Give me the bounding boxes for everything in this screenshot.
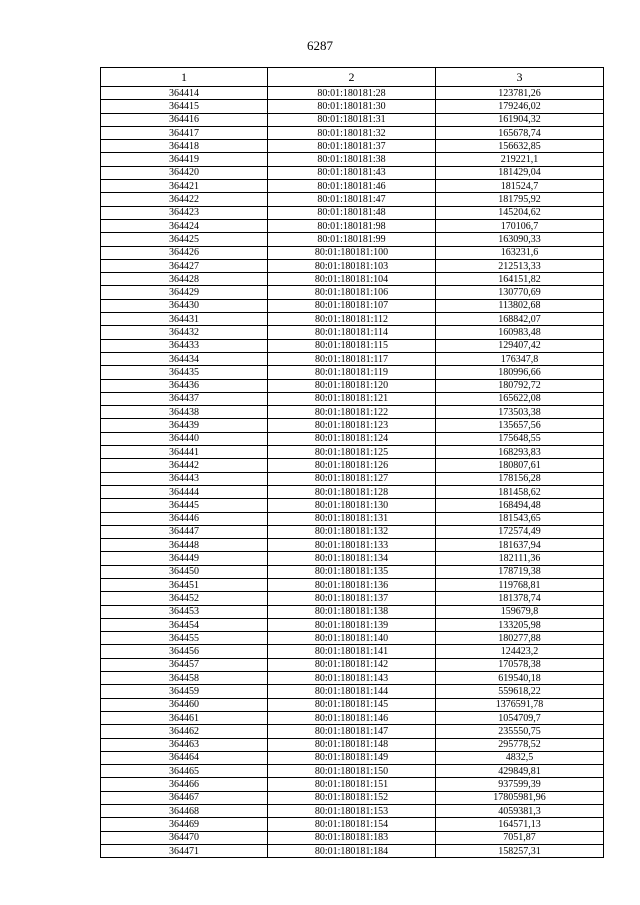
table-row	[101, 233, 604, 246]
table-row	[101, 259, 604, 272]
table-row	[101, 831, 604, 844]
value-cell: 178156,28	[436, 472, 604, 485]
cadastral-number-cell: 80:01:180181:38	[268, 153, 436, 166]
row-number-cell: 364429	[101, 286, 268, 299]
table-row	[101, 658, 604, 671]
row-number-cell: 364462	[101, 725, 268, 738]
table-row	[101, 366, 604, 379]
table-row	[101, 552, 604, 565]
table-row	[101, 618, 604, 631]
value-cell: 168494,48	[436, 499, 604, 512]
value-cell: 130770,69	[436, 286, 604, 299]
table-row	[101, 446, 604, 459]
value-cell: 1376591,78	[436, 698, 604, 711]
value-cell: 123781,26	[436, 87, 604, 100]
cadastral-number-cell: 80:01:180181:145	[268, 698, 436, 711]
value-cell: 172574,49	[436, 525, 604, 538]
row-number-cell: 364457	[101, 658, 268, 671]
cadastral-number-cell: 80:01:180181:119	[268, 366, 436, 379]
cadastral-number-cell: 80:01:180181:114	[268, 326, 436, 339]
value-cell: 165678,74	[436, 126, 604, 139]
value-cell: 178719,38	[436, 565, 604, 578]
value-cell: 181637,94	[436, 539, 604, 552]
table-row	[101, 313, 604, 326]
row-number-cell: 364426	[101, 246, 268, 259]
value-cell: 163090,33	[436, 233, 604, 246]
cadastral-number-cell: 80:01:180181:125	[268, 446, 436, 459]
cadastral-number-cell: 80:01:180181:134	[268, 552, 436, 565]
cadastral-number-cell: 80:01:180181:131	[268, 512, 436, 525]
cadastral-number-cell: 80:01:180181:151	[268, 778, 436, 791]
table-row	[101, 326, 604, 339]
table-row	[101, 472, 604, 485]
row-number-cell: 364425	[101, 233, 268, 246]
value-cell: 219221,1	[436, 153, 604, 166]
cadastral-number-cell: 80:01:180181:32	[268, 126, 436, 139]
row-number-cell: 364414	[101, 87, 268, 100]
table-row	[101, 844, 604, 857]
row-number-cell: 364471	[101, 844, 268, 857]
cadastral-number-cell: 80:01:180181:122	[268, 406, 436, 419]
cadastral-number-cell: 80:01:180181:142	[268, 658, 436, 671]
value-cell: 181524,7	[436, 180, 604, 193]
cadastral-number-cell: 80:01:180181:139	[268, 618, 436, 631]
value-cell: 181458,62	[436, 485, 604, 498]
row-number-cell: 364466	[101, 778, 268, 791]
cadastral-number-cell: 80:01:180181:48	[268, 206, 436, 219]
row-number-cell: 364430	[101, 299, 268, 312]
table-row	[101, 432, 604, 445]
value-cell: 937599,39	[436, 778, 604, 791]
table-row	[101, 352, 604, 365]
table-row	[101, 818, 604, 831]
row-number-cell: 364420	[101, 166, 268, 179]
row-number-cell: 364463	[101, 738, 268, 751]
value-cell: 170578,38	[436, 658, 604, 671]
row-number-cell: 364452	[101, 592, 268, 605]
cadastral-number-cell: 80:01:180181:126	[268, 459, 436, 472]
table-row	[101, 645, 604, 658]
cadastral-number-cell: 80:01:180181:138	[268, 605, 436, 618]
value-cell: 176347,8	[436, 352, 604, 365]
table-row	[101, 565, 604, 578]
value-cell: 160983,48	[436, 326, 604, 339]
value-cell: 113802,68	[436, 299, 604, 312]
row-number-cell: 364464	[101, 751, 268, 764]
table-row	[101, 711, 604, 724]
cadastral-number-cell: 80:01:180181:136	[268, 578, 436, 591]
row-number-cell: 364442	[101, 459, 268, 472]
cadastral-number-cell: 80:01:180181:99	[268, 233, 436, 246]
row-number-cell: 364416	[101, 113, 268, 126]
table-row	[101, 459, 604, 472]
cadastral-number-cell: 80:01:180181:135	[268, 565, 436, 578]
value-cell: 168842,07	[436, 313, 604, 326]
row-number-cell: 364419	[101, 153, 268, 166]
cadastral-number-cell: 80:01:180181:184	[268, 844, 436, 857]
value-cell: 129407,42	[436, 339, 604, 352]
value-cell: 181378,74	[436, 592, 604, 605]
value-cell: 182111,36	[436, 552, 604, 565]
value-cell: 17805981,96	[436, 791, 604, 804]
table-body	[101, 87, 604, 858]
value-cell: 179246,02	[436, 100, 604, 113]
cadastral-number-cell: 80:01:180181:107	[268, 299, 436, 312]
value-cell: 180807,61	[436, 459, 604, 472]
cadastral-number-cell: 80:01:180181:47	[268, 193, 436, 206]
row-number-cell: 364435	[101, 366, 268, 379]
table-row	[101, 153, 604, 166]
row-number-cell: 364465	[101, 765, 268, 778]
row-number-cell: 364446	[101, 512, 268, 525]
column-header-3: 3	[436, 68, 604, 87]
cadastral-number-cell: 80:01:180181:106	[268, 286, 436, 299]
table-row	[101, 765, 604, 778]
row-number-cell: 364451	[101, 578, 268, 591]
row-number-cell: 364438	[101, 406, 268, 419]
value-cell: 180996,66	[436, 366, 604, 379]
table-row	[101, 193, 604, 206]
row-number-cell: 364458	[101, 672, 268, 685]
value-cell: 135657,56	[436, 419, 604, 432]
cadastral-number-cell: 80:01:180181:30	[268, 100, 436, 113]
table-row	[101, 485, 604, 498]
row-number-cell: 364450	[101, 565, 268, 578]
row-number-cell: 364455	[101, 632, 268, 645]
table-row	[101, 379, 604, 392]
row-number-cell: 364432	[101, 326, 268, 339]
row-number-cell: 364448	[101, 539, 268, 552]
value-cell: 7051,87	[436, 831, 604, 844]
row-number-cell: 364454	[101, 618, 268, 631]
table-row	[101, 392, 604, 405]
value-cell: 124423,2	[436, 645, 604, 658]
table-row	[101, 725, 604, 738]
row-number-cell: 364469	[101, 818, 268, 831]
value-cell: 133205,98	[436, 618, 604, 631]
table-row	[101, 738, 604, 751]
row-number-cell: 364434	[101, 352, 268, 365]
row-number-cell: 364423	[101, 206, 268, 219]
cadastral-number-cell: 80:01:180181:147	[268, 725, 436, 738]
table-row	[101, 113, 604, 126]
cadastral-number-cell: 80:01:180181:133	[268, 539, 436, 552]
row-number-cell: 364424	[101, 219, 268, 232]
value-cell: 161904,32	[436, 113, 604, 126]
value-cell: 165622,08	[436, 392, 604, 405]
table-row	[101, 419, 604, 432]
table-row	[101, 778, 604, 791]
table-row	[101, 592, 604, 605]
cadastral-number-cell: 80:01:180181:150	[268, 765, 436, 778]
value-cell: 158257,31	[436, 844, 604, 857]
value-cell: 168293,83	[436, 446, 604, 459]
value-cell: 619540,18	[436, 672, 604, 685]
table-row	[101, 499, 604, 512]
value-cell: 295778,52	[436, 738, 604, 751]
table-row	[101, 246, 604, 259]
table-row	[101, 126, 604, 139]
cadastral-number-cell: 80:01:180181:128	[268, 485, 436, 498]
cadastral-number-cell: 80:01:180181:112	[268, 313, 436, 326]
table-row	[101, 632, 604, 645]
cadastral-number-cell: 80:01:180181:121	[268, 392, 436, 405]
row-number-cell: 364456	[101, 645, 268, 658]
cadastral-number-cell: 80:01:180181:140	[268, 632, 436, 645]
value-cell: 145204,62	[436, 206, 604, 219]
row-number-cell: 364467	[101, 791, 268, 804]
row-number-cell: 364440	[101, 432, 268, 445]
cadastral-number-cell: 80:01:180181:153	[268, 805, 436, 818]
row-number-cell: 364428	[101, 273, 268, 286]
value-cell: 119768,81	[436, 578, 604, 591]
table-row	[101, 273, 604, 286]
cadastral-number-cell: 80:01:180181:98	[268, 219, 436, 232]
cadastral-number-cell: 80:01:180181:115	[268, 339, 436, 352]
table-row	[101, 751, 604, 764]
value-cell: 1054709,7	[436, 711, 604, 724]
row-number-cell: 364468	[101, 805, 268, 818]
cadastral-number-cell: 80:01:180181:123	[268, 419, 436, 432]
column-header-1: 1	[101, 68, 268, 87]
cadastral-number-cell: 80:01:180181:120	[268, 379, 436, 392]
row-number-cell: 364461	[101, 711, 268, 724]
cadastral-number-cell: 80:01:180181:37	[268, 140, 436, 153]
table-row	[101, 206, 604, 219]
column-header-2: 2	[268, 68, 436, 87]
row-number-cell: 364470	[101, 831, 268, 844]
value-cell: 170106,7	[436, 219, 604, 232]
table-row	[101, 219, 604, 232]
value-cell: 180792,72	[436, 379, 604, 392]
table-row	[101, 512, 604, 525]
table-row	[101, 805, 604, 818]
cadastral-number-cell: 80:01:180181:144	[268, 685, 436, 698]
value-cell: 429849,81	[436, 765, 604, 778]
table-row	[101, 100, 604, 113]
table-row	[101, 299, 604, 312]
row-number-cell: 364453	[101, 605, 268, 618]
table-row	[101, 180, 604, 193]
row-number-cell: 364422	[101, 193, 268, 206]
row-number-cell: 364415	[101, 100, 268, 113]
table-row	[101, 339, 604, 352]
cadastral-number-cell: 80:01:180181:124	[268, 432, 436, 445]
row-number-cell: 364443	[101, 472, 268, 485]
value-cell: 4059381,3	[436, 805, 604, 818]
data-table	[100, 67, 604, 858]
cadastral-number-cell: 80:01:180181:132	[268, 525, 436, 538]
cadastral-number-cell: 80:01:180181:146	[268, 711, 436, 724]
value-cell: 164151,82	[436, 273, 604, 286]
value-cell: 181429,04	[436, 166, 604, 179]
row-number-cell: 364418	[101, 140, 268, 153]
cadastral-number-cell: 80:01:180181:148	[268, 738, 436, 751]
cadastral-number-cell: 80:01:180181:183	[268, 831, 436, 844]
row-number-cell: 364431	[101, 313, 268, 326]
row-number-cell: 364427	[101, 259, 268, 272]
cadastral-number-cell: 80:01:180181:141	[268, 645, 436, 658]
cadastral-number-cell: 80:01:180181:28	[268, 87, 436, 100]
cadastral-number-cell: 80:01:180181:100	[268, 246, 436, 259]
value-cell: 159679,8	[436, 605, 604, 618]
row-number-cell: 364421	[101, 180, 268, 193]
value-cell: 212513,33	[436, 259, 604, 272]
table-row	[101, 525, 604, 538]
table-header	[101, 68, 604, 87]
table-row	[101, 166, 604, 179]
cadastral-number-cell: 80:01:180181:103	[268, 259, 436, 272]
value-cell: 164571,13	[436, 818, 604, 831]
row-number-cell: 364437	[101, 392, 268, 405]
cadastral-number-cell: 80:01:180181:104	[268, 273, 436, 286]
cadastral-number-cell: 80:01:180181:154	[268, 818, 436, 831]
value-cell: 180277,88	[436, 632, 604, 645]
cadastral-number-cell: 80:01:180181:43	[268, 166, 436, 179]
row-number-cell: 364436	[101, 379, 268, 392]
cadastral-number-cell: 80:01:180181:149	[268, 751, 436, 764]
row-number-cell: 364433	[101, 339, 268, 352]
row-number-cell: 364439	[101, 419, 268, 432]
value-cell: 235550,75	[436, 725, 604, 738]
value-cell: 4832,5	[436, 751, 604, 764]
value-cell: 173503,38	[436, 406, 604, 419]
table-row	[101, 286, 604, 299]
cadastral-number-cell: 80:01:180181:31	[268, 113, 436, 126]
value-cell: 181795,92	[436, 193, 604, 206]
cadastral-number-cell: 80:01:180181:152	[268, 791, 436, 804]
row-number-cell: 364449	[101, 552, 268, 565]
value-cell: 163231,6	[436, 246, 604, 259]
row-number-cell: 364460	[101, 698, 268, 711]
table-row	[101, 685, 604, 698]
table-row	[101, 140, 604, 153]
cadastral-number-cell: 80:01:180181:46	[268, 180, 436, 193]
cadastral-number-cell: 80:01:180181:127	[268, 472, 436, 485]
cadastral-number-cell: 80:01:180181:117	[268, 352, 436, 365]
row-number-cell: 364445	[101, 499, 268, 512]
cadastral-number-cell: 80:01:180181:137	[268, 592, 436, 605]
row-number-cell: 364441	[101, 446, 268, 459]
table-row	[101, 539, 604, 552]
value-cell: 559618,22	[436, 685, 604, 698]
row-number-cell: 364417	[101, 126, 268, 139]
table-row	[101, 578, 604, 591]
row-number-cell: 364459	[101, 685, 268, 698]
value-cell: 181543,65	[436, 512, 604, 525]
header-row	[101, 68, 604, 87]
row-number-cell: 364447	[101, 525, 268, 538]
table-row	[101, 406, 604, 419]
value-cell: 156632,85	[436, 140, 604, 153]
value-cell: 175648,55	[436, 432, 604, 445]
table-row	[101, 698, 604, 711]
row-number-cell: 364444	[101, 485, 268, 498]
cadastral-number-cell: 80:01:180181:130	[268, 499, 436, 512]
table-row	[101, 672, 604, 685]
page-number: 6287	[307, 38, 333, 53]
table-row	[101, 791, 604, 804]
table-row	[101, 605, 604, 618]
cadastral-number-cell: 80:01:180181:143	[268, 672, 436, 685]
table-row	[101, 87, 604, 100]
